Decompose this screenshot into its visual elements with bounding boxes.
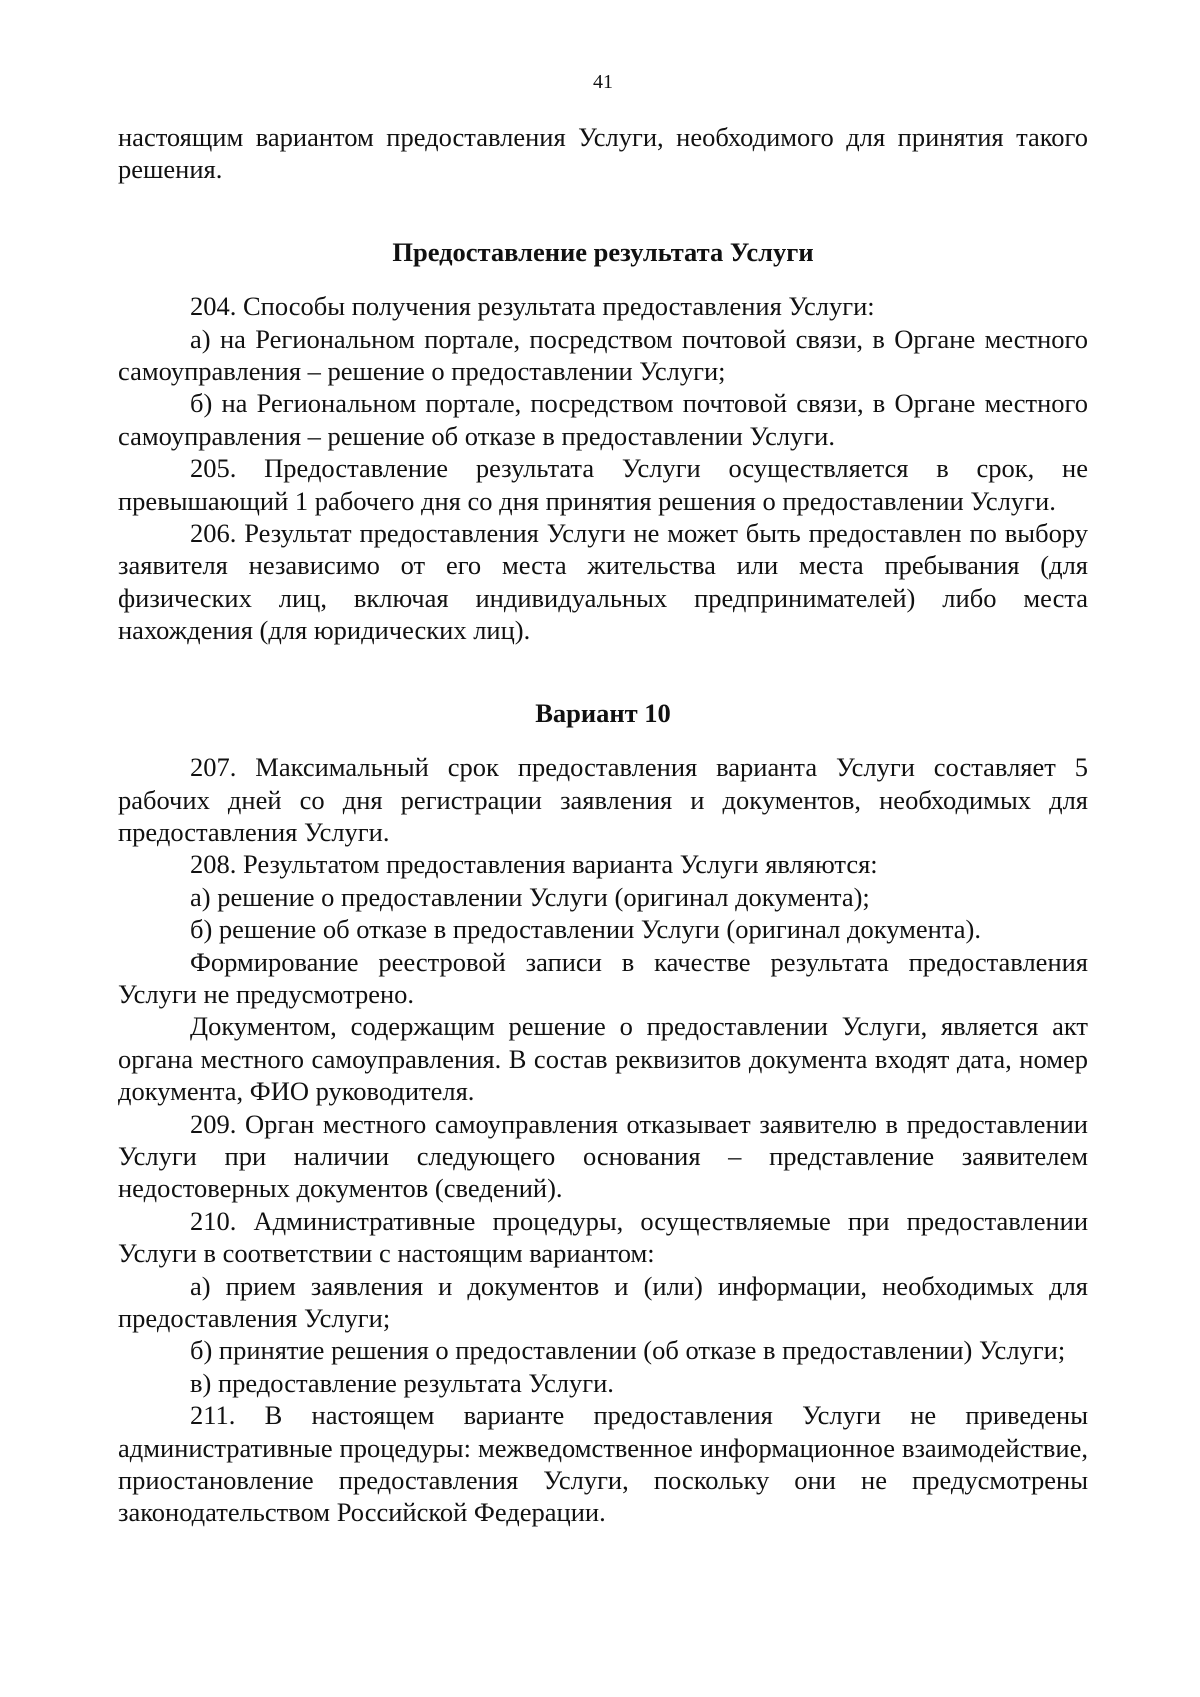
paragraph-210-a: а) прием заявления и документов и (или) информации, необходимых для предоставления Услуги; [118, 1270, 1088, 1333]
paragraph-205: 205. Предоставление результата Услуги осуществляется в срок, не превышающий 1 рабочего дня со дня принятия решения о предоставлении Услуги. [118, 453, 1088, 516]
paragraph-211: 211. В настоящем варианте предоставления Услуги не приведены административные процедуры: межведомственное информационное взаимодействие, приостановление предоставления Услуги, поскольку они не предусмотрены законодательством Российской Федерации. [118, 1400, 1088, 1528]
document-body [118, 121, 1088, 1529]
paragraph-210-b: б) принятие решения о предоставлении (об отказе в предоставлении) Услуги; [190, 1335, 1066, 1366]
paragraph-209: 209. Орган местного самоуправления отказывает заявителю в предоставлении Услуги при наличии следующего основания – представление заявителем недостоверных документов (сведений). [118, 1108, 1088, 1204]
paragraph-207: 207. Максимальный срок предоставления варианта Услуги составляет 5 рабочих дней со дня регистрации заявления и документов, необходимых для предоставления Услуги. [118, 752, 1088, 847]
paragraph-204-a: а) на Региональном портале, посредством почтовой связи, в Органе местного самоуправления – решение о предоставлении Услуги; [118, 323, 1088, 387]
paragraph-204: 204. Способы получения результата предоставления Услуги: [190, 291, 875, 322]
paragraph-210-c: в) предоставление результата Услуги. [190, 1367, 614, 1398]
paragraph-208-b: б) решение об отказе в предоставлении Услуги (оригинал документа). [190, 914, 981, 945]
paragraph-204-b: б) на Региональном портале, посредством почтовой связи, в Органе местного самоуправления – решение об отказе в предоставлении Услуги. [118, 388, 1088, 451]
paragraph-registry-record: Формирование реестровой записи в качестве результата предоставления Услуги не предусмотрено. [118, 946, 1088, 1009]
paragraph-decision-document: Документом, содержащим решение о предоставлении Услуги, является акт органа местного самоуправления. В состав реквизитов документа входят дата, номер документа, ФИО руководителя. [118, 1011, 1088, 1107]
paragraph-206: 206. Результат предоставления Услуги не может быть предоставлен по выбору заявителя независимо от его места жительства или места пребывания (для физических лиц, включая индивидуальных предпринимателей) либо места нахождения (для юридических лиц). [118, 518, 1088, 646]
section-heading-variant-10: Вариант 10 [535, 697, 671, 728]
paragraph-208: 208. Результатом предоставления варианта Услуги являются: [190, 849, 878, 880]
intro-paragraph: настоящим вариантом предоставления Услуги, необходимого для принятия такого решения. [118, 122, 1088, 185]
paragraph-208-a: а) решение о предоставлении Услуги (оригинал документа); [190, 881, 870, 912]
page-number: 41 [593, 71, 613, 93]
paragraph-210: 210. Административные процедуры, осуществляемые при предоставлении Услуги в соответствии с настоящим вариантом: [118, 1205, 1088, 1269]
section-heading-result: Предоставление результата Услуги [392, 236, 814, 267]
